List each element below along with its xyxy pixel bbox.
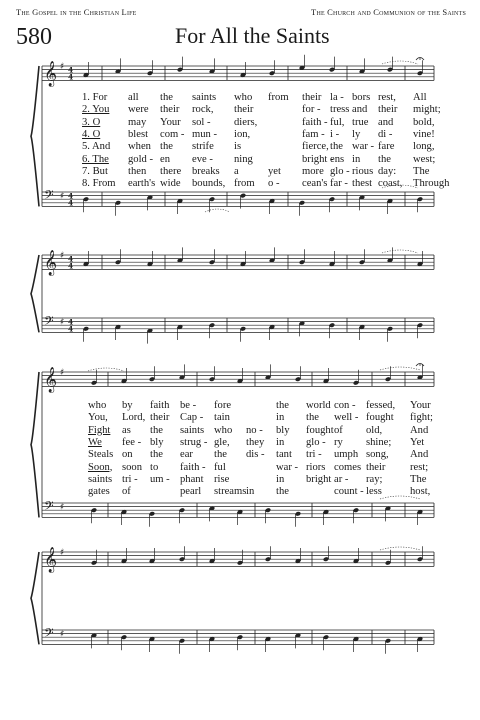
lyric-syllable: gates (88, 486, 110, 498)
lyric-syllable: eve - (192, 153, 213, 165)
lyric-syllable: the (150, 424, 163, 436)
lyric-syllable: Through (413, 178, 450, 190)
lyric-syllable: 1. For (82, 92, 108, 103)
page-header-left: The Gospel in the Christian Life (16, 7, 137, 17)
dotted-tie (382, 61, 418, 64)
lyric-syllable: as (122, 424, 131, 436)
lyric-syllable: who (214, 424, 233, 436)
dotted-tie (380, 367, 420, 370)
lyric-syllable: coast, (378, 178, 403, 190)
lyric-syllable: rise (214, 473, 230, 485)
lyric-syllable: Lord, (122, 412, 146, 424)
lyric-syllable: all (128, 92, 139, 103)
lyric-syllable: soon (122, 461, 143, 473)
lyric-syllable: and (352, 104, 368, 116)
lyric-syllable: vine! (413, 128, 435, 140)
dotted-tie (382, 250, 418, 253)
lyric-syllable: in (276, 436, 285, 448)
dotted-tie (205, 209, 230, 212)
lyric-syllable: the (150, 449, 163, 461)
system-brace (31, 372, 39, 517)
lyric-syllable: count - (334, 486, 364, 498)
key-signature-sharp-icon: ♯ (60, 548, 65, 558)
lyric-syllable: ens (330, 153, 345, 165)
lyric-syllable: were (128, 104, 149, 116)
lyric-syllable: strug - (180, 436, 208, 448)
lyric-syllable: fare (378, 141, 395, 153)
lyric-syllable: a (234, 165, 239, 177)
lyric-syllable: 8. From (82, 178, 116, 190)
lyric-syllable: con - (334, 400, 356, 411)
lyric-syllable: old, (366, 424, 383, 436)
dotted-tie (380, 547, 420, 550)
lyric-syllable: ray; (366, 473, 383, 485)
lyric-syllable: tain (214, 412, 230, 424)
lyric-syllable: breaks (192, 165, 220, 177)
time-signature: 4 (68, 198, 74, 208)
lyric-syllable: may (128, 116, 147, 128)
lyric-syllable: the (160, 141, 173, 153)
lyric-syllable: ful (214, 461, 226, 473)
lyric-syllable: the (306, 412, 319, 424)
lyric-syllable: long, (413, 141, 435, 153)
lyric-syllable: might; (413, 104, 441, 116)
key-signature-sharp-icon: ♯ (60, 629, 65, 640)
lyric-syllable: their (234, 104, 254, 116)
lyric-syllable: who (88, 400, 107, 411)
lyric-syllable: pearl (180, 486, 202, 498)
lyric-syllable: faith - (302, 116, 328, 128)
lyric-syllable: Fight (88, 424, 111, 436)
lyric-syllable: rest, (378, 92, 396, 103)
lyric-syllable: bors (352, 92, 371, 103)
bass-clef-icon: 𝄢 (44, 187, 54, 206)
lyric-syllable: 5. And (82, 141, 111, 153)
lyric-syllable: far - (330, 178, 348, 190)
lyric-syllable: Your (410, 400, 431, 411)
lyric-syllable: Cap - (180, 412, 204, 424)
lyric-syllable: fee - (122, 436, 142, 448)
lyric-syllable: and (378, 116, 394, 128)
hymn-title: For All the Saints (175, 23, 330, 48)
lyric-syllable: day: (378, 165, 397, 177)
key-signature-sharp-icon: ♯ (60, 62, 65, 72)
lyric-syllable: bright (306, 473, 332, 485)
lyric-syllable: faith (150, 400, 170, 411)
lyric-syllable: ful, (330, 116, 345, 128)
time-signature: 4 (68, 254, 74, 264)
dotted-tie (88, 368, 124, 371)
lyric-syllable: by (122, 400, 133, 411)
lyric-syllable: streams (214, 486, 247, 498)
lyric-syllable: fessed, (366, 400, 396, 411)
fermata-icon (419, 364, 420, 365)
lyric-syllable: ning (234, 153, 253, 165)
hymn-number: 580 (16, 24, 52, 50)
lyric-syllable: fore (214, 400, 232, 411)
lyric-syllable: bly (276, 424, 290, 436)
lyric-syllable: in (246, 486, 255, 498)
lyric-syllable: the (214, 449, 227, 461)
lyric-syllable: mun - (192, 128, 218, 140)
lyric-syllable: fought (306, 424, 334, 436)
lyric-syllable: cean's (302, 178, 328, 190)
lyric-syllable: their (302, 92, 322, 103)
lyric-syllable: west; (413, 153, 436, 165)
lyric-syllable: song, (366, 449, 389, 461)
page-header-right: The Church and Communion of the Saints (311, 7, 466, 17)
lyric-syllable: tri - (122, 473, 138, 485)
key-signature-sharp-icon: ♯ (60, 191, 65, 202)
lyric-syllable: rock, (192, 104, 214, 116)
lyric-syllable: the (276, 400, 289, 411)
lyric-syllable: earth's (128, 178, 156, 190)
lyric-syllable: rious (352, 165, 374, 177)
lyric-syllable: tri - (306, 449, 322, 461)
lyric-syllable: 3. O (82, 116, 101, 128)
lyric-syllable: be - (180, 400, 197, 411)
time-signature: 4 (68, 324, 74, 334)
lyric-syllable: rest; (410, 461, 429, 473)
lyric-syllable: tant (276, 449, 292, 461)
lyric-syllable: the (378, 153, 391, 165)
lyric-syllable: thest (352, 178, 373, 190)
lyric-syllable: saints (180, 424, 205, 436)
lyric-syllable: fam - (302, 128, 325, 140)
key-signature-sharp-icon: ♯ (60, 368, 65, 378)
lyric-syllable: when (128, 141, 151, 153)
lyric-syllable: fought (366, 412, 394, 424)
lyric-syllable: And (410, 424, 429, 436)
lyric-syllable: in (276, 412, 285, 424)
lyric-syllable: diers, (234, 116, 258, 128)
lyric-syllable: ly (352, 128, 361, 140)
time-signature: 4 (68, 261, 74, 271)
lyric-syllable: bly (150, 436, 164, 448)
lyric-syllable: more (302, 165, 324, 177)
lyric-syllable: for - (302, 104, 321, 116)
lyric-syllable: i - (330, 128, 340, 140)
time-signature: 4 (68, 191, 74, 201)
lyric-syllable: ry (334, 436, 343, 448)
lyric-syllable: 6. The (82, 153, 109, 165)
lyric-syllable: la - (330, 92, 344, 103)
lyric-syllable: o - (268, 178, 280, 190)
treble-clef-icon: 𝄞 (44, 367, 58, 393)
lyric-syllable: the (330, 141, 343, 153)
lyric-syllable: their (366, 461, 386, 473)
lyric-syllable: riors (306, 461, 326, 473)
lyric-syllable: faith - (180, 461, 206, 473)
lyric-syllable: wide (160, 178, 181, 190)
lyric-syllable: yet (268, 165, 281, 177)
system-brace (31, 255, 39, 332)
lyric-syllable: saints (88, 473, 113, 485)
lyric-syllable: no - (246, 424, 263, 436)
lyric-syllable: then (128, 165, 147, 177)
time-signature: 4 (68, 65, 74, 75)
treble-clef-icon: 𝄞 (44, 61, 58, 87)
lyric-syllable: their (160, 104, 180, 116)
lyric-syllable: who (234, 92, 253, 103)
lyric-syllable: comes (334, 461, 362, 473)
lyric-syllable: tress (330, 104, 350, 116)
lyric-syllable: war - (276, 461, 299, 473)
time-signature: 4 (68, 317, 74, 327)
lyric-syllable: there (160, 165, 182, 177)
bass-clef-icon: 𝄢 (44, 313, 54, 332)
lyric-syllable: ion, (234, 128, 251, 140)
bass-clef-icon: 𝄢 (44, 498, 54, 517)
lyric-syllable: is (234, 141, 242, 153)
lyric-syllable: um - (150, 473, 170, 485)
lyric-syllable: on (122, 449, 133, 461)
lyric-syllable: sol - (192, 116, 211, 128)
lyric-syllable: com - (160, 128, 185, 140)
lyric-syllable: in (352, 153, 361, 165)
lyric-syllable: bright - (302, 153, 334, 165)
lyric-syllable: true (352, 116, 369, 128)
lyric-syllable: The (413, 165, 430, 177)
fermata-icon (419, 58, 420, 59)
lyric-syllable: war - (352, 141, 375, 153)
lyric-syllable: blest (128, 128, 149, 140)
lyric-syllable: in (276, 473, 285, 485)
lyric-syllable: the (160, 92, 173, 103)
lyric-syllable: their (378, 104, 398, 116)
lyric-syllable: Your (160, 116, 181, 128)
lyric-syllable: en (160, 153, 170, 165)
key-signature-sharp-icon: ♯ (60, 502, 65, 513)
treble-clef-icon: 𝄞 (44, 547, 58, 573)
lyric-syllable: from (234, 178, 255, 190)
key-signature-sharp-icon: ♯ (60, 251, 65, 261)
lyric-syllable: bold, (413, 116, 435, 128)
lyric-syllable: world (306, 400, 331, 411)
lyric-syllable: We (88, 436, 102, 448)
treble-clef-icon: 𝄞 (44, 250, 58, 276)
lyric-syllable: well - (334, 412, 359, 424)
lyric-syllable: And (410, 449, 429, 461)
lyric-syllable: saints (192, 92, 217, 103)
lyric-syllable: the (276, 486, 289, 498)
lyric-syllable: from (268, 92, 289, 103)
lyric-syllable: phant (180, 473, 204, 485)
lyric-syllable: The (410, 473, 427, 485)
system-brace (31, 552, 39, 644)
lyric-syllable: they (246, 436, 265, 448)
lyric-syllable: 4. O (82, 128, 101, 140)
lyric-syllable: host, (410, 486, 431, 498)
lyric-syllable: fierce, (302, 141, 329, 153)
lyric-syllable: glo - (306, 436, 326, 448)
time-signature: 4 (68, 72, 74, 82)
lyric-syllable: gle, (214, 436, 230, 448)
lyric-syllable: You, (88, 412, 108, 424)
lyric-syllable: shine; (366, 436, 392, 448)
lyric-syllable: gold - (128, 153, 154, 165)
lyric-syllable: dis - (246, 449, 265, 461)
lyric-syllable: umph (334, 449, 359, 461)
lyric-syllable: All (413, 92, 427, 103)
lyric-syllable: of (334, 424, 343, 436)
system-brace (31, 66, 39, 206)
lyric-syllable: strife (192, 141, 214, 153)
lyric-syllable: ear (180, 449, 193, 461)
lyric-syllable: ar - (334, 473, 349, 485)
lyric-syllable: Soon, (88, 461, 113, 473)
lyric-syllable: of (122, 486, 131, 498)
lyric-syllable: bounds, (192, 178, 226, 190)
lyric-syllable: di - (378, 128, 393, 140)
lyric-syllable: glo - (330, 165, 350, 177)
lyric-syllable: Yet (410, 436, 425, 448)
bass-clef-icon: 𝄢 (44, 625, 54, 644)
lyric-syllable: to (150, 461, 159, 473)
lyric-syllable: 7. But (82, 165, 108, 177)
lyric-syllable: fight; (410, 412, 433, 424)
lyric-syllable: 2. You (82, 104, 110, 116)
lyric-syllable: their (150, 412, 170, 424)
lyric-syllable: Steals (88, 449, 114, 461)
lyric-syllable: less (366, 486, 382, 498)
key-signature-sharp-icon: ♯ (60, 317, 65, 328)
